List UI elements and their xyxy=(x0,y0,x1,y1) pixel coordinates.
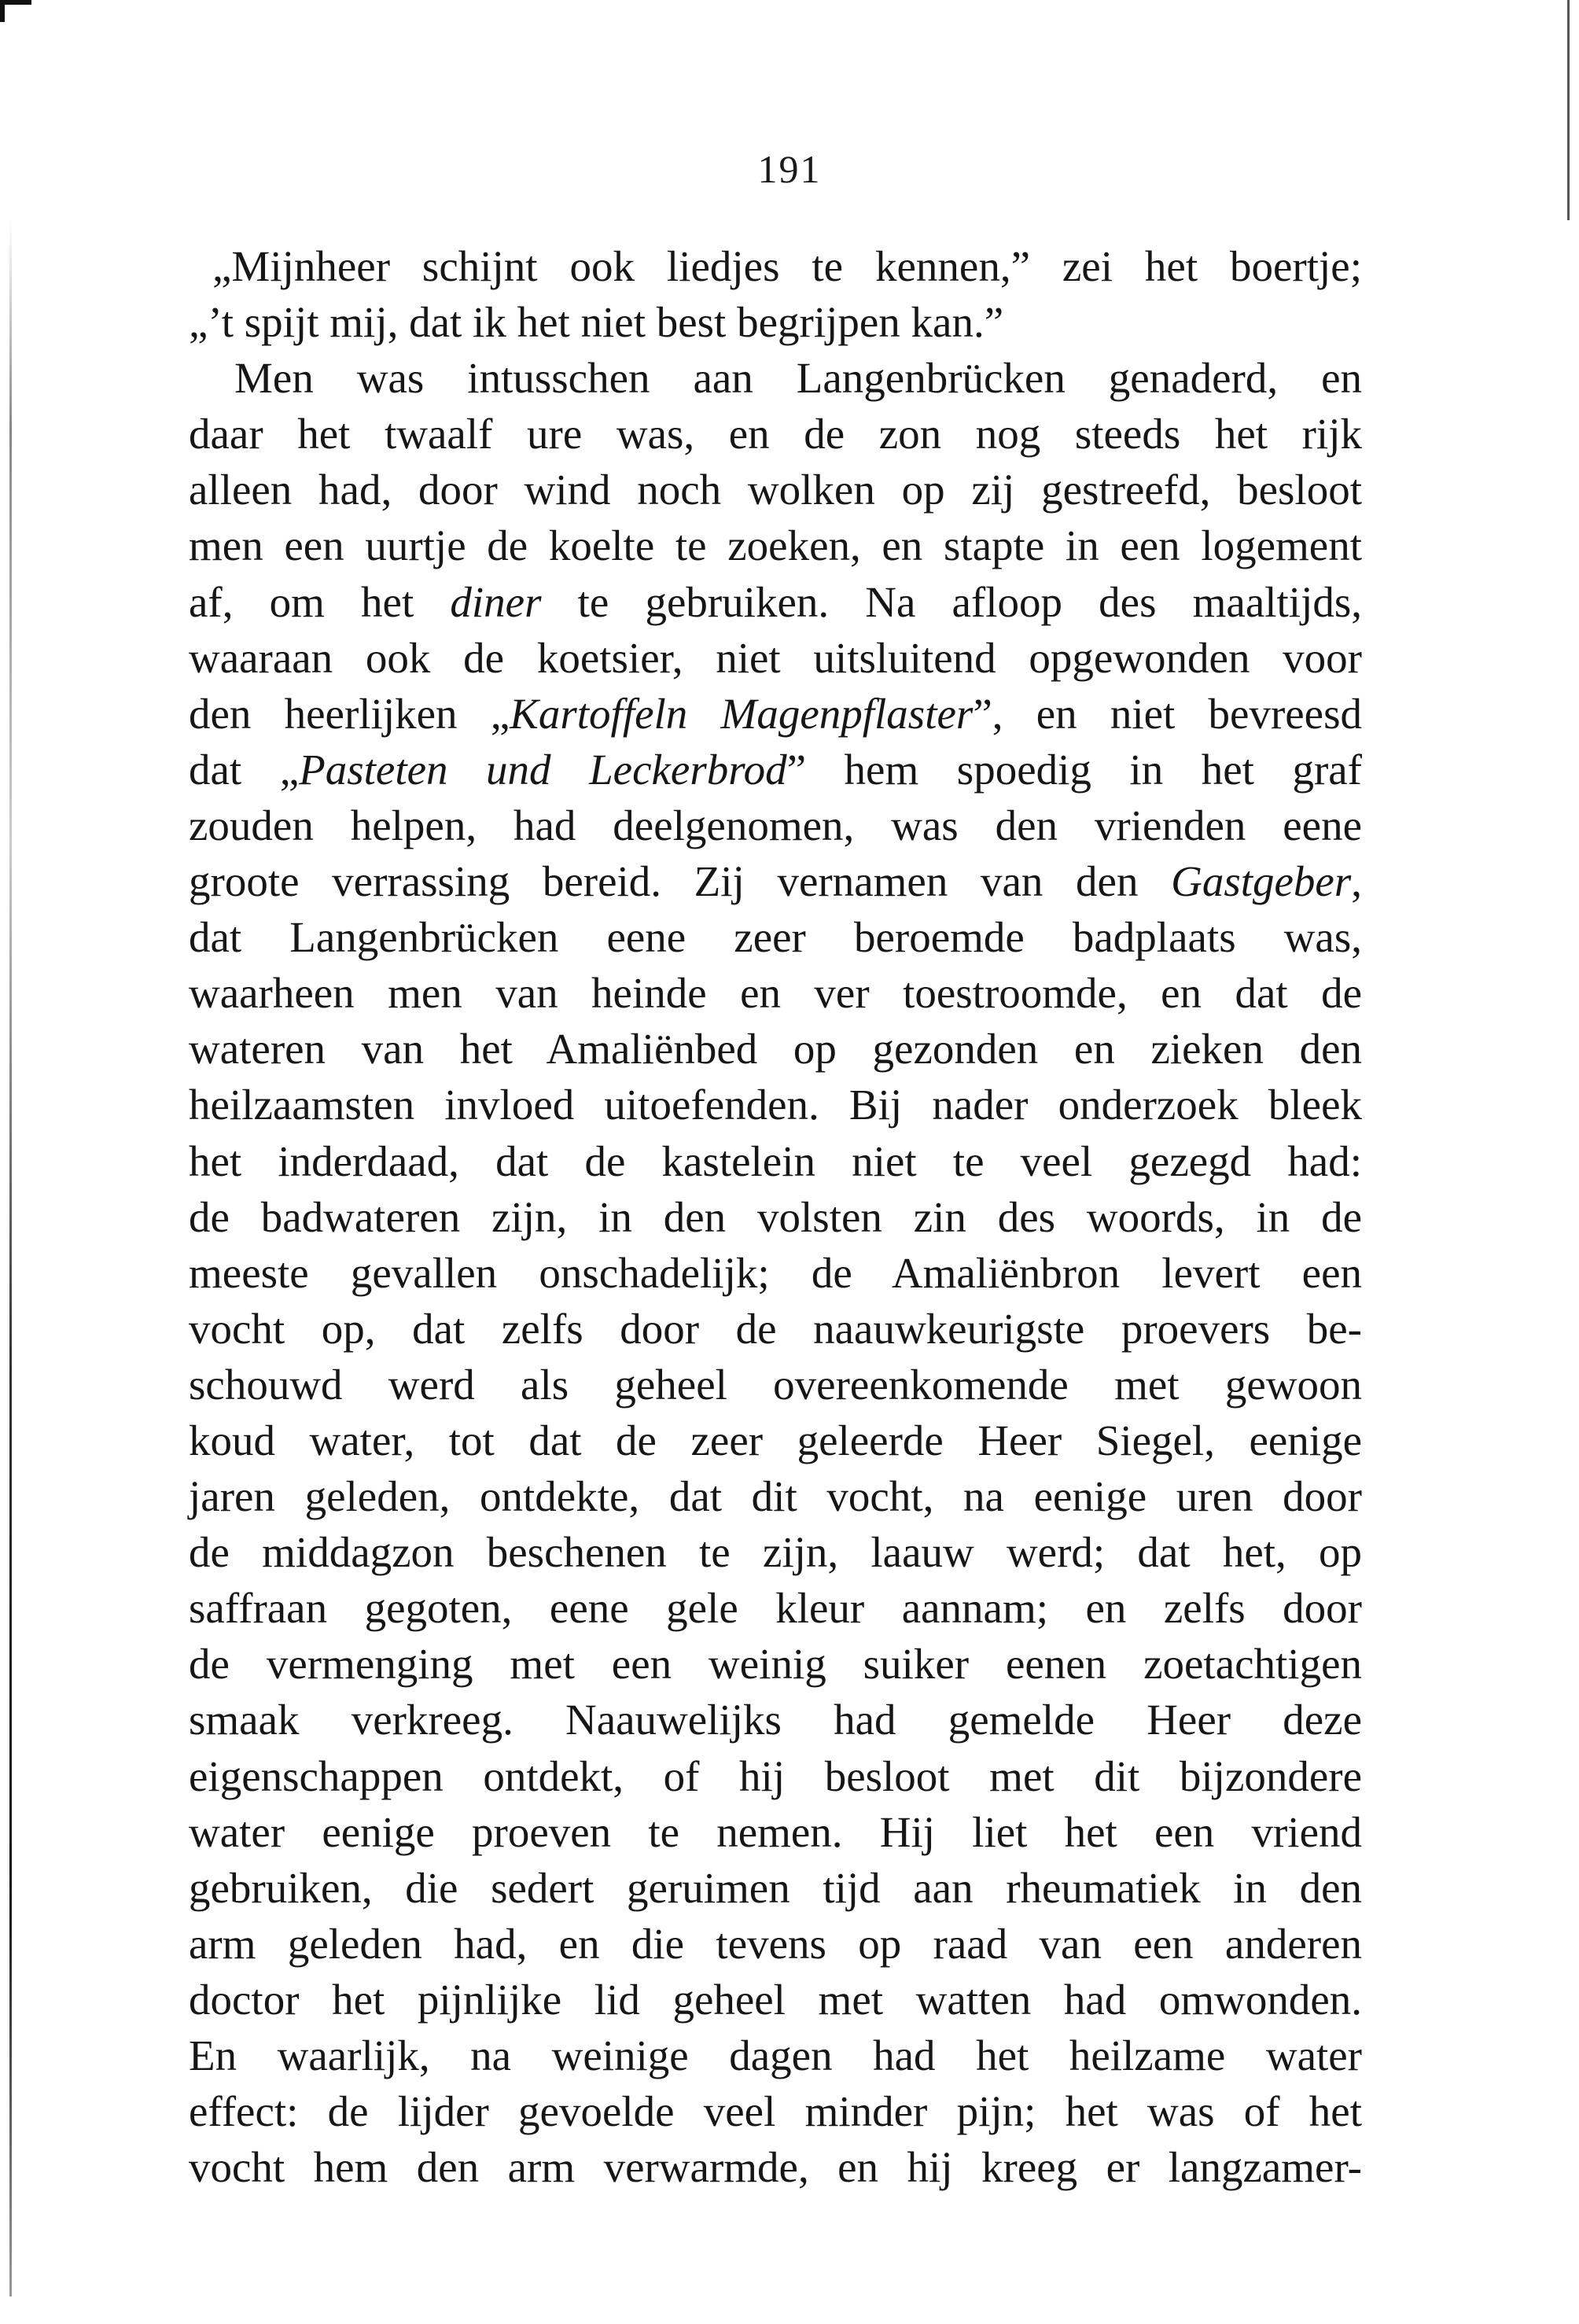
text-segment: eigenschappen ontdekt, of hij besloot met dit bijzondere xyxy=(189,1751,1362,1800)
text-segment: waarheen men van heinde en ver toestroomde, en dat de xyxy=(189,969,1362,1018)
text-segment: de badwateren zijn, in den volsten zin des woords, in de xyxy=(189,1192,1362,1241)
text-segment: alleen had, door wind noch wolken op zij gestreefd, besloot xyxy=(189,466,1362,514)
text-segment: zouden helpen, had deelgenomen, was den vrienden eene xyxy=(189,801,1362,849)
text-line xyxy=(189,1972,1362,2028)
italic-text: Kartoffeln Magenpflaster xyxy=(510,689,974,738)
text-line xyxy=(189,406,1362,462)
text-line xyxy=(189,1245,1362,1301)
text-segment: vocht op, dat zelfs door de naauwkeurigste proevers be- xyxy=(189,1304,1362,1353)
text-segment: de vermenging met een weinig suiker eenen zoetachtigen xyxy=(189,1640,1362,1689)
text-line xyxy=(189,2139,1362,2195)
italic-text: Gastgeber xyxy=(1171,857,1352,906)
text-line xyxy=(189,1133,1362,1189)
text-line xyxy=(189,517,1362,573)
text-line xyxy=(189,1468,1362,1524)
text-segment: arm geleden had, en die tevens op raad van een anderen xyxy=(189,1919,1362,1968)
text-line xyxy=(189,686,1362,742)
scan-edge-mark xyxy=(0,0,31,5)
text-segment: dat Langenbrücken eene zeer beroemde badplaats was, xyxy=(189,913,1362,962)
text-segment: men een uurtje de koelte te zoeken, en stapte in een logement xyxy=(189,521,1362,570)
text-line xyxy=(189,1692,1362,1748)
text-line xyxy=(189,2028,1362,2083)
text-segment: groote verrassing bereid. Zij vernamen van den xyxy=(189,857,1172,906)
text-segment: de middagzon beschenen te zijn, laauw werd; dat het, op xyxy=(189,1528,1362,1577)
text-line xyxy=(189,1916,1362,1972)
text-segment: waaraan ook de koetsier, niet uitsluitend opgewonden voor xyxy=(189,633,1362,682)
text-line xyxy=(189,2083,1362,2139)
scan-edge-mark xyxy=(0,0,5,22)
scan-left-edge xyxy=(9,220,12,2296)
text-segment: effect: de lijder gevoelde veel minder pijn; het was of het xyxy=(189,2087,1362,2136)
text-segment: saffraan gegoten, eene gele kleur aannam; en zelfs door xyxy=(189,1584,1362,1633)
text-line xyxy=(189,1636,1362,1692)
text-segment: ”, en niet bevreesd xyxy=(973,689,1362,738)
text-segment: smaak verkreeg. Naauwelijks had gemelde Heer deze xyxy=(189,1696,1362,1744)
text-segment: jaren geleden, ontdekte, dat dit vocht, na eenige uren door xyxy=(189,1472,1362,1521)
text-line xyxy=(189,630,1362,686)
text-segment: den heerlijken „ xyxy=(189,689,510,738)
page-number: 191 xyxy=(757,147,822,191)
text-segment: af, om het xyxy=(189,577,451,626)
text-line xyxy=(189,1524,1362,1580)
text-segment: te gebruiken. Na afloop des maaltijds, xyxy=(541,577,1363,626)
text-line xyxy=(189,965,1362,1021)
text-segment: ” hem spoedig in het graf xyxy=(786,745,1363,794)
text-line xyxy=(189,1412,1362,1468)
text-line xyxy=(189,238,1362,294)
italic-text: diner xyxy=(450,577,542,626)
text-segment: schouwd werd als geheel overeenkomende met gewoon xyxy=(189,1360,1362,1409)
text-line xyxy=(189,1077,1362,1133)
text-segment: „’t spijt mij, dat ik het niet best begrijpen kan.” xyxy=(189,298,1004,347)
text-segment: , xyxy=(1351,857,1362,906)
text-segment: gebruiken, die sedert geruimen tijd aan rheumatiek in den xyxy=(189,1863,1362,1912)
text-segment: vocht hem den arm verwarmde, en hij kreeg er langzamer- xyxy=(189,2143,1362,2192)
text-segment: doctor het pijnlijke lid geheel met watten had omwonden. xyxy=(189,1975,1362,2024)
text-segment: het inderdaad, dat de kastelein niet te veel gezegd had: xyxy=(189,1136,1362,1185)
text-line xyxy=(189,1804,1362,1860)
text-line xyxy=(189,1301,1362,1357)
text-line xyxy=(189,1021,1362,1077)
text-segment: En waarlijk, na weinige dagen had het heilzame water xyxy=(189,2031,1362,2079)
text-segment: koud water, tot dat de zeer geleerde Heer Siegel, eenige xyxy=(189,1416,1362,1464)
text-segment: daar het twaalf ure was, en de zon nog steeds het rijk xyxy=(189,410,1362,459)
text-line xyxy=(189,574,1362,630)
italic-text: Pasteten und Leckerbrod xyxy=(299,745,787,794)
text-segment: Men was intusschen aan Langenbrücken genaderd, en xyxy=(234,354,1362,403)
text-line xyxy=(189,1860,1362,1916)
text-segment: water eenige proeven te nemen. Hij liet het een vriend xyxy=(189,1807,1362,1856)
text-line xyxy=(189,1189,1362,1245)
text-segment: wateren van het Amaliënbed op gezonden en zieken den xyxy=(189,1025,1362,1074)
text-segment: dat „ xyxy=(189,745,300,794)
text-line xyxy=(189,350,1362,406)
text-segment: „Mijnheer schijnt ook liedjes te kennen,” zei het boertje; xyxy=(212,242,1362,290)
body-text xyxy=(189,238,1362,2195)
text-line xyxy=(189,462,1362,517)
text-line xyxy=(189,853,1362,909)
text-line xyxy=(189,909,1362,965)
text-line xyxy=(189,797,1362,853)
text-line xyxy=(189,1748,1362,1804)
text-segment: heilzaamsten invloed uitoefenden. Bij nader onderzoek bleek xyxy=(189,1081,1362,1129)
text-line xyxy=(189,294,1362,350)
text-line xyxy=(189,742,1362,797)
text-line xyxy=(189,1580,1362,1636)
text-line xyxy=(189,1357,1362,1412)
text-segment: meeste gevallen onschadelijk; de Amaliënbron levert een xyxy=(189,1248,1362,1297)
